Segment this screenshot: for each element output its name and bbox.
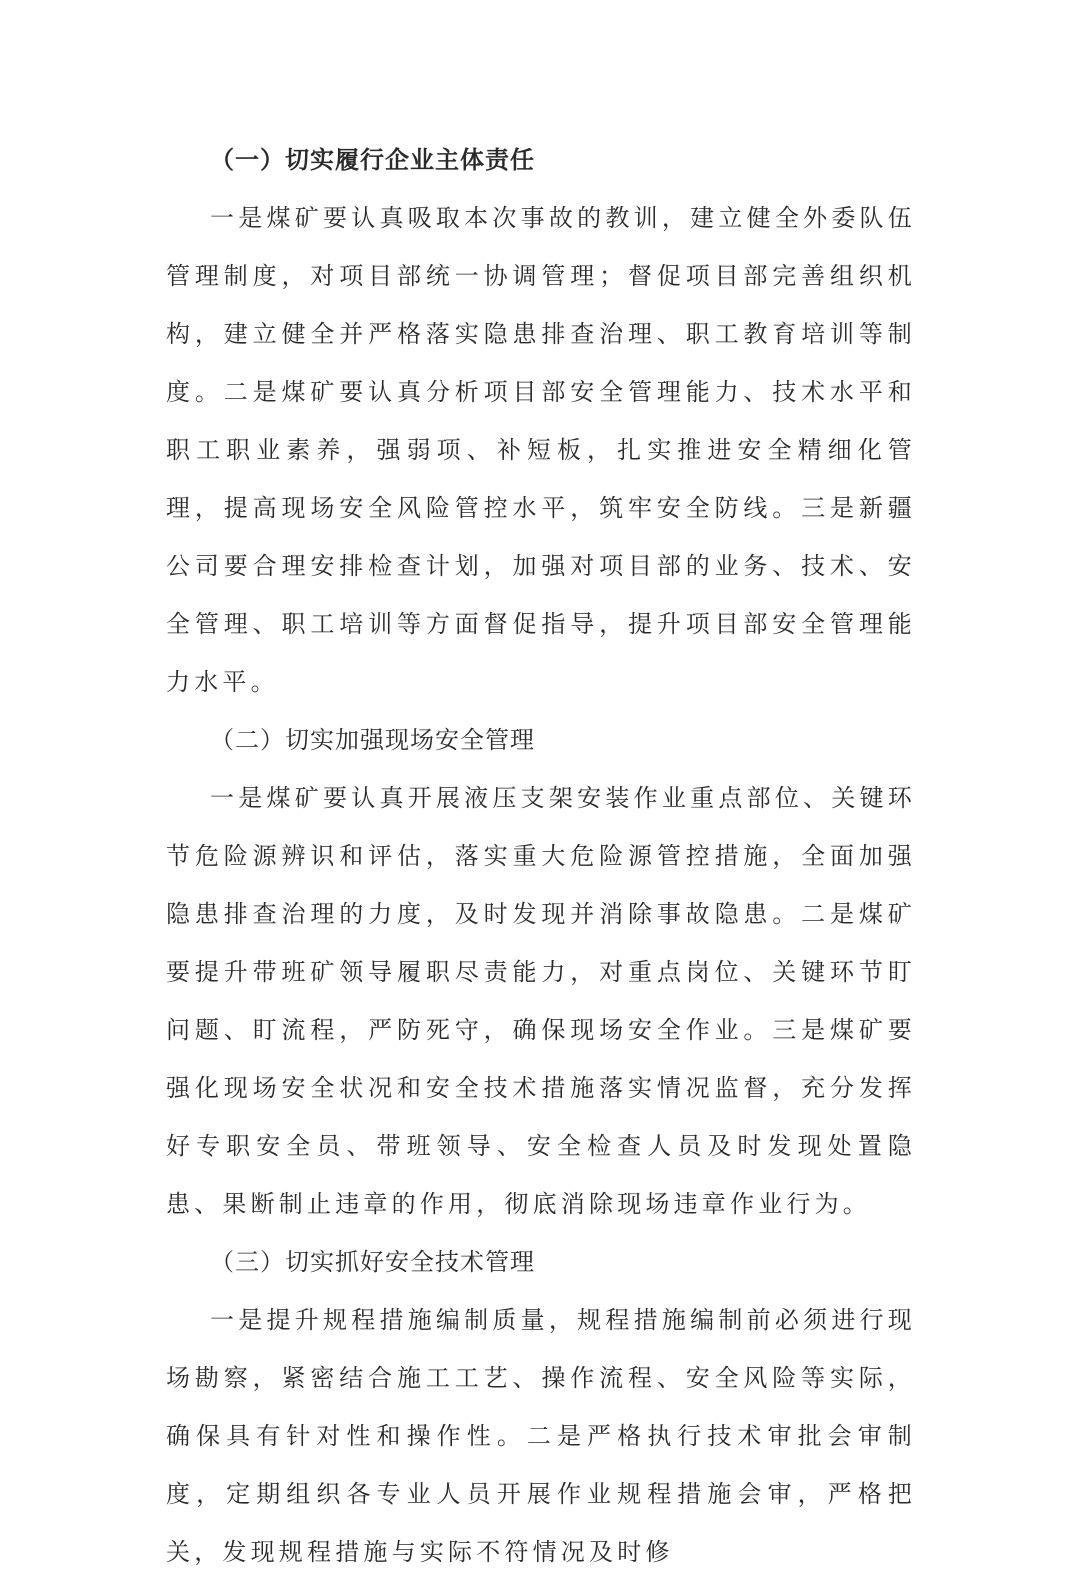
section-heading-2: （二）切实加强现场安全管理 [210,726,535,754]
section-paragraph-1: 一是煤矿要认真吸取本次事故的教训，建立健全外委队伍管理制度，对项目部统一协调管理；督促项目部完善组织机构，建立健全并严格落实隐患排查治理、职工教育培训等制度。二是煤矿要认真分析项目部安全管理能力、技术水平和职工职业素养，强弱项、补短板，扎实推进安全精细化管理，提高现场安全风险管控水平，筑牢安全防线。三是新疆公司要合理安排检查计划，加强对项目部的业务、技术、安全管理、职工培训等方面督促指导，提升项目部安全管理能力水平。 [166,204,916,696]
section-heading-3: （三）切实抓好安全技术管理 [210,1248,535,1276]
document-body [166,131,916,1581]
section-paragraph-3: 一是提升规程措施编制质量，规程措施编制前必须进行现场勘察，紧密结合施工工艺、操作流程、安全风险等实际，确保具有针对性和操作性。二是严格执行技术审批会审制度，定期组织各专业人员开展作业规程措施会审，严格把关，发现规程措施与实际不符情况及时修 [166,1306,916,1566]
section-paragraph-2: 一是煤矿要认真开展液压支架安装作业重点部位、关键环节危险源辨识和评估，落实重大危险源管控措施，全面加强隐患排查治理的力度，及时发现并消除事故隐患。二是煤矿要提升带班矿领导履职尽责能力，对重点岗位、关键环节盯问题、盯流程，严防死守，确保现场安全作业。三是煤矿要强化现场安全状况和安全技术措施落实情况监督，充分发挥好专职安全员、带班领导、安全检查人员及时发现处置隐患、果断制止违章的作用，彻底消除现场违章作业行为。 [166,784,916,1218]
section-heading-1: （一）切实履行企业主体责任 [210,145,535,174]
